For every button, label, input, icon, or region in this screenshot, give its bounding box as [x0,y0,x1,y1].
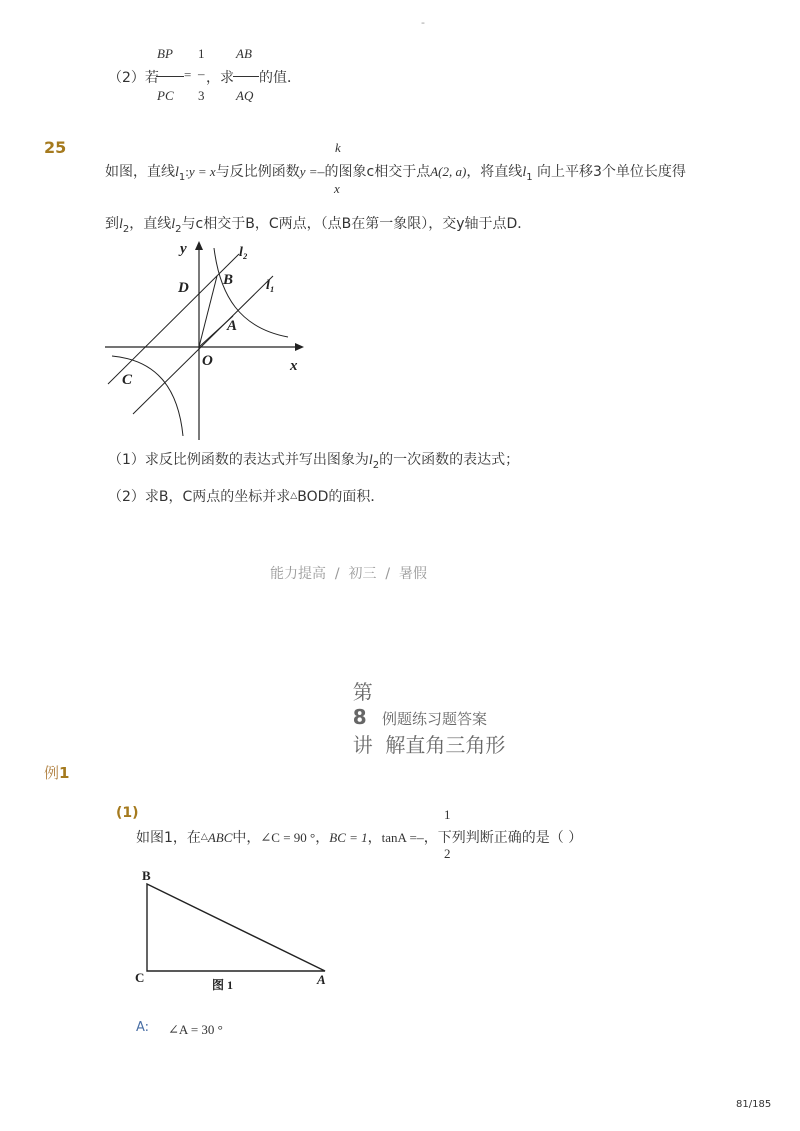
l2-symbol-2: l [171,217,176,232]
q25-line2-c: 与c相交于B，C两点，（点B在第一象限），交y轴于点D． [181,216,532,232]
ex1-text-b: 中， [232,830,261,846]
eq-y-x: y = x [188,164,216,179]
ex1-angle-c: ∠C = 90 ° [260,830,316,845]
q25-line1 [105,161,686,183]
ex1-sub-label: (1) [116,805,139,821]
label-o: O [202,353,213,369]
l2-sub-3: 2 [372,460,380,471]
q25-line2-b: ，直线 [129,216,172,232]
eq-y: y = [299,164,318,179]
l2-sub: 2 [122,224,130,235]
point-a: A(2, a) [430,164,467,179]
l2-symbol-3: l [368,453,373,468]
segment-ob [199,276,217,347]
colon: : [185,164,189,179]
example-num: 1 [59,764,70,782]
figure-1-triangle [130,866,335,994]
option-a-value: ∠A = 30 ° [168,1022,223,1037]
frac-dash-mid: – [198,66,205,81]
ex1-triangle: △ [200,832,208,842]
l1-sub-2: 1 [526,172,533,183]
q25-line2-a: 到 [105,216,119,232]
label-c: C [122,372,133,388]
q25-part1-a: （1）求反比例函数的表达式并写出图象为 [108,452,369,468]
label-b: B [223,272,234,288]
chapter-prefix: 第 [352,680,373,704]
option-a-label: A: [136,1020,150,1035]
example-heading [44,762,69,783]
l1-sub: 1 [178,172,186,183]
frac-bottom-mid: 3 [198,88,205,103]
fig1-vertex-c: C [135,970,145,985]
frac-bar-left [156,76,184,77]
q25-part2-b: BOD的面积． [297,489,385,505]
frac-bar-right [233,76,259,77]
frac-top-right: AB [236,46,252,61]
chapter-num: 8 [352,705,367,729]
frac-bottom-left: PC [157,88,174,103]
q25-function-graph [100,236,315,442]
q25-line1-b: 与反比例函数 [215,164,300,180]
ex1-text-c: ，下列判断正确的是（ ） [423,830,583,846]
q24-end: 的值． [259,70,301,86]
ex1-frac-dash: – [416,831,424,846]
q25-part2-a: （2）求B，C两点的坐标并求 [108,489,291,505]
header-dash: - [421,16,425,29]
l2-sub-2: 2 [175,224,182,235]
q24-part2-label: （2）若 [108,70,159,86]
ex1-bc: BC = 1 [329,830,368,845]
q25-line2 [105,213,531,235]
ex1-frac-top: 1 [444,807,451,822]
q25-line1-e: 向上平移3个单位长度得 [532,164,686,180]
fig1-vertex-b: B [142,868,151,883]
eq-sign: = [184,67,192,82]
ex1-abc: ABC [207,830,233,845]
q25-part2 [108,486,384,506]
fig1-caption: 图 1 [212,978,234,992]
page-number: 81/185 [736,1099,772,1110]
q25-line1-a: 如图，直线 [105,164,175,180]
ex1-text-a: 如图1，在 [136,830,201,846]
line-l1 [133,276,273,414]
ex1-question [136,827,582,847]
label-l1: l₁ [266,278,275,293]
q25-part1-b: 的一次函数的表达式； [379,452,520,468]
l1-symbol-2: l [522,165,527,180]
ex1-tan: tanA = [381,830,417,845]
section-band: 能力提高 / 初三 / 暑假 [270,566,428,582]
label-a: A [227,318,238,334]
frac-top-mid: 1 [198,46,205,61]
ex1-comma2: ， [367,830,382,846]
frac-bottom-right: AQ [236,88,254,103]
chapter-subtitle: 例题练习题答案 [382,710,488,728]
label-d: D [178,280,189,296]
label-l2: l₂ [239,245,248,260]
l2-symbol: l [119,217,123,232]
triangle-abc [147,884,325,971]
hyperbola-q3 [112,356,183,436]
x-axis-arrow [295,343,304,351]
q25-line1-d: ，将直线 [466,164,523,180]
example-label: 例 [44,764,60,782]
label-y: y [180,241,187,257]
y-axis-arrow [195,241,203,250]
triangle-symbol: △ [290,491,298,501]
q25-line1-c: 的图象c相交于点 [324,164,431,180]
label-x: x [290,358,298,374]
q25-part1 [108,449,519,471]
l1-symbol: l [175,165,179,180]
ex1-frac-bottom: 2 [444,846,451,861]
frac-dash: – [317,165,325,180]
q25-frac-x: x [334,181,340,196]
fig1-vertex-a: A [317,972,326,987]
frac-top-left: BP [157,46,173,61]
ex1-comma1: ， [315,830,330,846]
chapter-suffix: 讲 解直角三角形 [352,733,506,757]
q25-number: 25 [44,138,67,157]
chapter-title [340,652,505,758]
q24-ask: ，求 [206,70,234,86]
q25-frac-k: k [335,140,341,155]
